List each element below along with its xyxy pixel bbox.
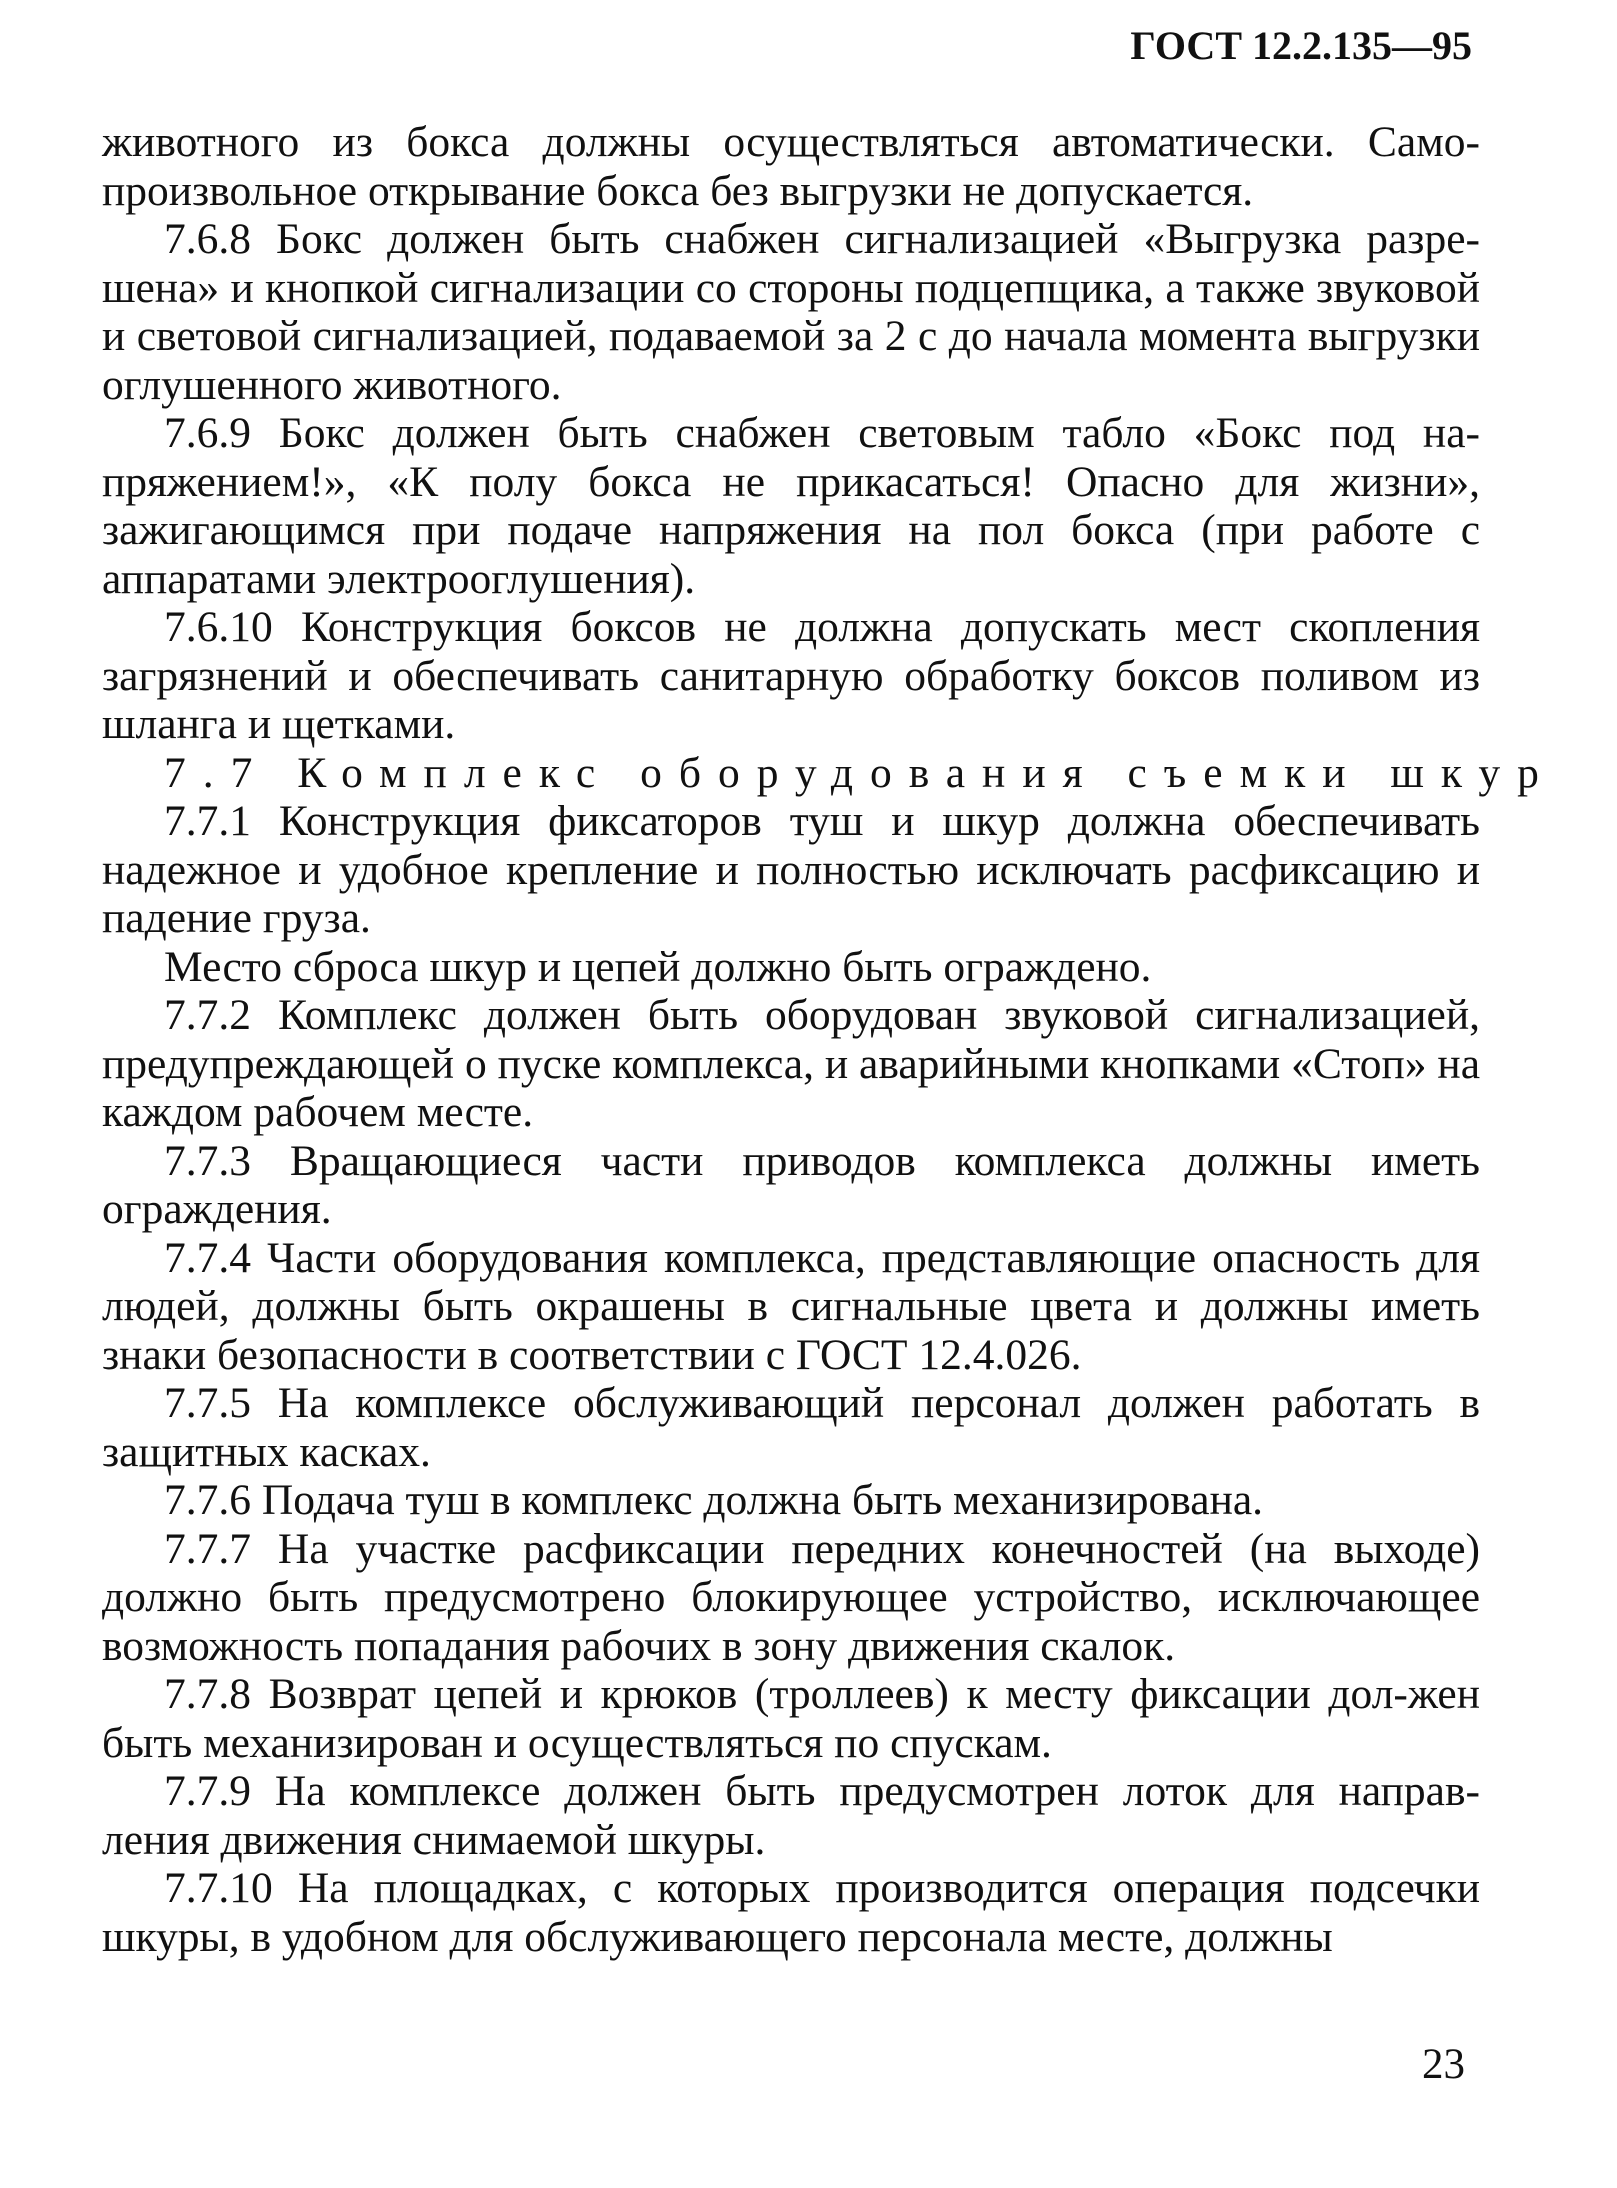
paragraph-7-6-8: 7.6.8 Бокс должен быть снабжен сигнализацией «Выгрузка разре-шена» и кнопкой сигнализации со стороны подцепщика, а также звуковой и световой сигнализацией, подаваемой за 2 с до начала момента выгрузки оглушенного животного. — [102, 215, 1480, 409]
paragraph-7-7-1-note: Место сброса шкур и цепей должно быть ограждено. — [164, 942, 1152, 991]
section-heading-7-7: 7.7 Комплекс оборудования съемки шкур — [164, 748, 1556, 797]
paragraph-7-7-1: 7.7.1 Конструкция фиксаторов туш и шкур должна обеспечивать надежное и удобное крепление и полностью исключать расфиксацию и падение груза. — [102, 797, 1480, 942]
paragraph-7-7-7: 7.7.7 На участке расфиксации передних конечностей (на выходе) должно быть предусмотрено блокирующее устройство, исключающее возможность попадания рабочих в зону движения скалок. — [102, 1524, 1480, 1670]
paragraph-7-7-2: 7.7.2 Комплекс должен быть оборудован звуковой сигнализацией, предупреждающей о пуске комплекса, и аварийными кнопками «Стоп» на каждом рабочем месте. — [102, 991, 1480, 1136]
paragraph-7-7-3: 7.7.3 Вращающиеся части приводов комплекса должны иметь ограждения. — [102, 1136, 1480, 1233]
paragraph-continuation: животного из бокса должны осуществляться автоматически. Само-произвольное открывание бокса без выгрузки не допускается. — [102, 118, 1480, 215]
paragraph-7-6-10: 7.6.10 Конструкция боксов не должна допускать мест скопления загрязнений и обеспечивать санитарную обработку боксов поливом из шланга и щетками. — [102, 603, 1480, 748]
document-code-header: ГОСТ 12.2.135—95 — [1130, 23, 1472, 68]
paragraph-7-7-5: 7.7.5 На комплексе обслуживающий персонал должен работать в защитных касках. — [102, 1379, 1480, 1476]
paragraph-7-6-9: 7.6.9 Бокс должен быть снабжен световым табло «Бокс под на-пряжением!», «К полу бокса не прикасаться! Опасно для жизни», зажигающимся при подаче напряжения на пол бокса (при работе с аппаратами электрооглушения). — [102, 409, 1480, 603]
page-number: 23 — [1422, 2041, 1465, 2088]
page-body — [102, 118, 1556, 1961]
paragraph-7-7-4: 7.7.4 Части оборудования комплекса, представляющие опасность для людей, должны быть окрашены в сигнальные цвета и должны иметь знаки безопасности в соответствии с ГОСТ 12.4.026. — [102, 1233, 1480, 1379]
paragraph-7-7-9: 7.7.9 На комплексе должен быть предусмотрен лоток для направ-ления движения снимаемой шкуры. — [102, 1767, 1480, 1864]
paragraph-7-7-8: 7.7.8 Возврат цепей и крюков (троллеев) к месту фиксации дол-жен быть механизирован и осуществляться по спускам. — [102, 1670, 1480, 1767]
paragraph-7-7-10: 7.7.10 На площадках, с которых производится операция подсечки шкуры, в удобном для обслуживающего персонала месте, должны — [102, 1864, 1480, 1961]
paragraph-7-7-6: 7.7.6 Подача туш в комплекс должна быть механизирована. — [164, 1476, 1264, 1524]
